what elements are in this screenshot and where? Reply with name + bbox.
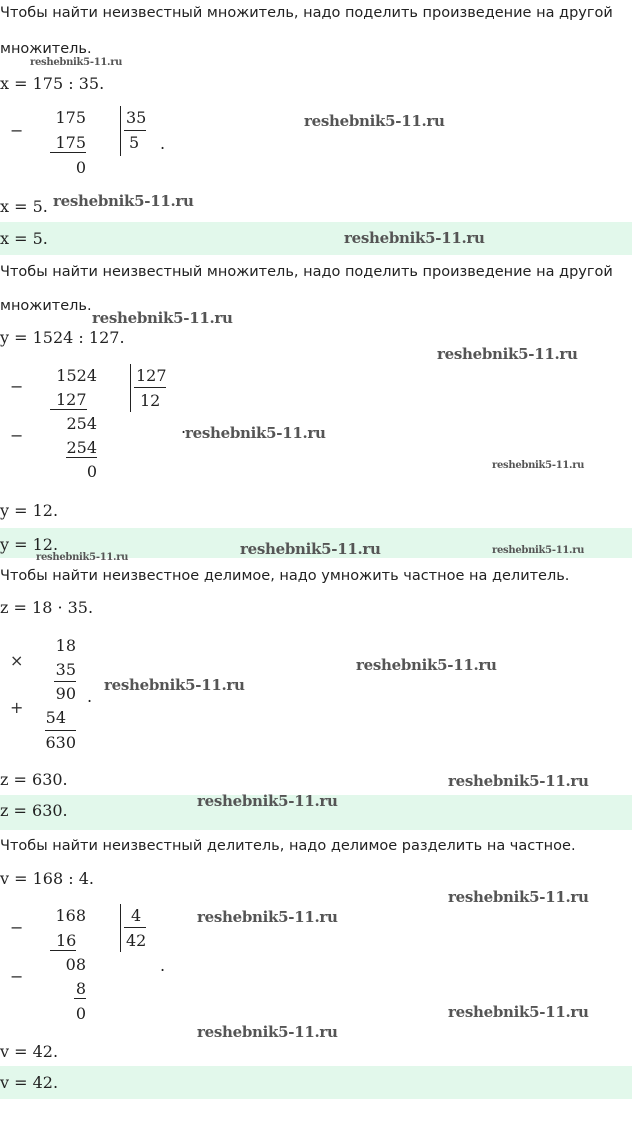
watermark: reshebnik5-11.ru xyxy=(304,112,445,130)
watermark: reshebnik5-11.ru xyxy=(492,545,585,556)
watermark: reshebnik5-11.ru xyxy=(30,57,123,68)
subtrahend-1-value: 16 xyxy=(50,931,76,951)
division-bar xyxy=(120,904,121,952)
minus-sign: − xyxy=(10,121,24,140)
watermark: reshebnik5-11.ru xyxy=(104,676,245,694)
remainder: 0 xyxy=(75,158,86,177)
answer-y: y = 12. xyxy=(0,535,59,554)
rule-text-end: множитель. xyxy=(0,41,92,57)
sum-line xyxy=(45,730,76,731)
rule-text: Чтобы найти неизвестный делитель, надо делимое разделить на частное. xyxy=(0,838,576,854)
minus-sign: − xyxy=(10,377,24,396)
plus-sign: + xyxy=(10,698,24,717)
rule-text: Чтобы найти неизвестный множитель, надо поделить произведение на другой xyxy=(0,5,613,21)
result-z: z = 630. xyxy=(0,770,68,789)
division-bar xyxy=(120,106,121,156)
divisor: 4 xyxy=(131,906,142,925)
watermark: reshebnik5-11.ru xyxy=(240,540,381,558)
partial-product-2: 54 xyxy=(45,708,66,727)
result-y: y = 12. xyxy=(0,501,59,520)
partial-remainder: 254 xyxy=(66,414,97,433)
divisor: 127 xyxy=(136,366,167,385)
subtrahend-1-value: 127 xyxy=(50,390,87,410)
watermark: reshebnik5-11.ru xyxy=(448,772,589,790)
quotient: 5 xyxy=(129,133,140,152)
times-sign: × xyxy=(10,651,24,670)
watermark: reshebnik5-11.ru xyxy=(53,192,194,210)
division-bar xyxy=(130,364,131,412)
answer-v: v = 42. xyxy=(0,1073,59,1092)
watermark: reshebnik5-11.ru xyxy=(356,656,497,674)
watermark: reshebnik5-11.ru xyxy=(36,552,129,563)
quotient-line xyxy=(124,130,146,131)
minus-sign: − xyxy=(10,967,24,986)
factor-2: 35 xyxy=(55,660,76,679)
period: . xyxy=(160,956,166,975)
dividend: 175 xyxy=(55,108,86,127)
result-v: v = 42. xyxy=(0,1042,59,1061)
minus-sign: − xyxy=(10,426,24,445)
quotient: 12 xyxy=(140,391,161,410)
quotient-line xyxy=(124,927,146,928)
product: 630 xyxy=(45,733,76,752)
product-line xyxy=(54,681,76,682)
subtrahend-1 xyxy=(50,931,86,950)
partial-remainder: 08 xyxy=(65,955,86,974)
period: . xyxy=(160,134,166,153)
minus-sign: − xyxy=(10,918,24,937)
watermark: reshebnik5-11.ru xyxy=(344,229,485,247)
quotient: 42 xyxy=(126,931,147,950)
period: . xyxy=(181,418,187,437)
divisor: 35 xyxy=(126,108,147,127)
subtrahend-2: 254 xyxy=(66,438,97,457)
rule-text-end: множитель. xyxy=(0,298,92,314)
subtrahend: 175 xyxy=(50,133,86,153)
subtrahend-1 xyxy=(50,390,97,409)
dividend: 1524 xyxy=(56,366,97,385)
quotient-line xyxy=(134,387,166,388)
partial-product-1: 90 xyxy=(55,684,76,703)
answer-x: x = 5. xyxy=(0,229,48,248)
factor-1: 18 xyxy=(55,636,76,655)
period: . xyxy=(87,687,93,706)
remainder: 0 xyxy=(86,462,97,481)
watermark: reshebnik5-11.ru xyxy=(197,908,338,926)
watermark: reshebnik5-11.ru xyxy=(448,1003,589,1021)
watermark: reshebnik5-11.ru xyxy=(185,424,326,442)
watermark: reshebnik5-11.ru xyxy=(448,888,589,906)
answer-band-x xyxy=(0,222,632,255)
equation-y: y = 1524 : 127. xyxy=(0,328,125,347)
subtrahend-2: 8 xyxy=(75,979,86,998)
remainder: 0 xyxy=(75,1004,86,1023)
equation-z: z = 18 · 35. xyxy=(0,598,94,617)
rule-text: Чтобы найти неизвестное делимое, надо умножить частное на делитель. xyxy=(0,568,570,584)
answer-z: z = 630. xyxy=(0,801,68,820)
watermark: reshebnik5-11.ru xyxy=(197,792,338,810)
watermark: reshebnik5-11.ru xyxy=(492,460,585,471)
equation-x: x = 175 : 35. xyxy=(0,74,105,93)
watermark: reshebnik5-11.ru xyxy=(197,1023,338,1041)
watermark: reshebnik5-11.ru xyxy=(92,309,233,327)
dividend: 168 xyxy=(55,906,86,925)
result-x: x = 5. xyxy=(0,197,48,216)
answer-band-v xyxy=(0,1066,632,1099)
watermark: reshebnik5-11.ru xyxy=(437,345,578,363)
rule-text: Чтобы найти неизвестный множитель, надо поделить произведение на другой xyxy=(0,264,613,280)
equation-v: v = 168 : 4. xyxy=(0,869,94,888)
